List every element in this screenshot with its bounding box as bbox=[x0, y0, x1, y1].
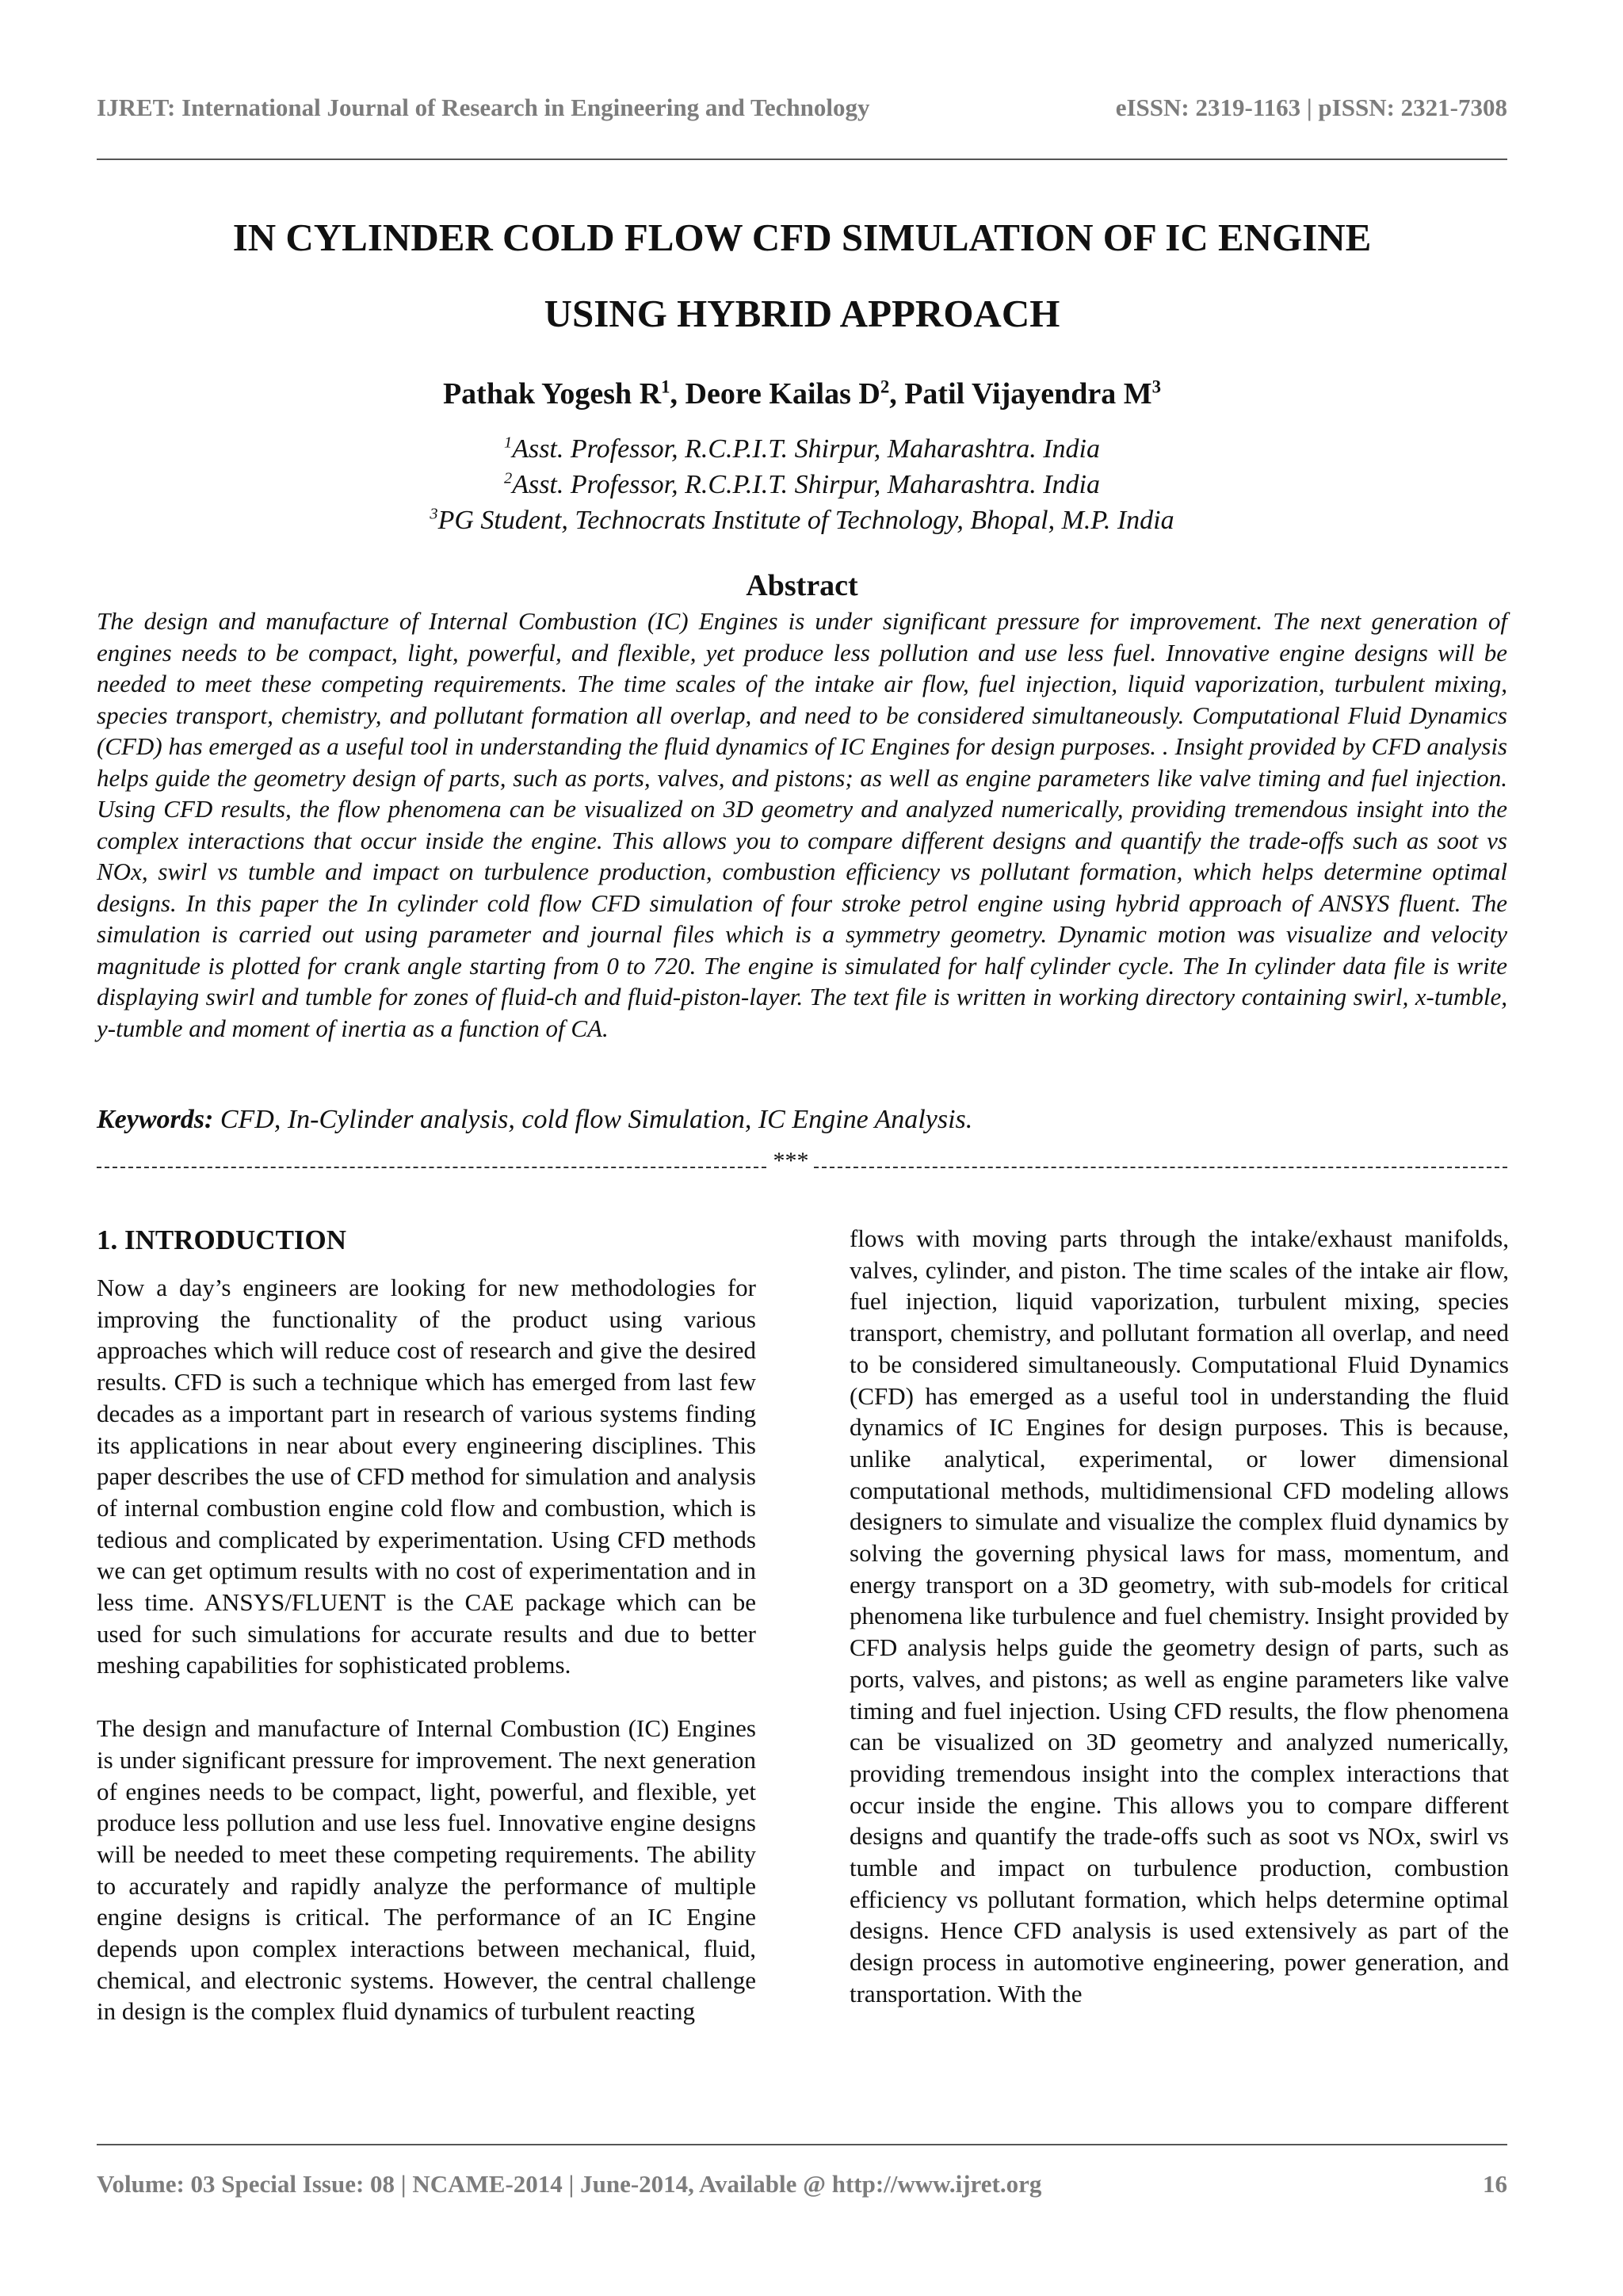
author-superscript: 1 bbox=[661, 376, 670, 397]
separator-mark: *** bbox=[773, 1148, 809, 1174]
affiliation-superscript: 2 bbox=[504, 469, 513, 487]
separator-dashes-left bbox=[97, 1167, 766, 1168]
affiliation bbox=[97, 502, 1507, 538]
author-superscript: 2 bbox=[880, 376, 890, 397]
right-column bbox=[850, 1223, 1509, 2010]
section-heading: 1. INTRODUCTION bbox=[97, 1224, 347, 1255]
header-rule bbox=[97, 159, 1507, 160]
author-separator: , bbox=[889, 377, 905, 411]
affiliation bbox=[97, 431, 1507, 467]
title-line-1: IN CYLINDER COLD FLOW CFD SIMULATION OF IC ENGINE bbox=[232, 216, 1372, 259]
paper-title bbox=[97, 200, 1507, 352]
keywords bbox=[97, 1105, 1507, 1135]
keywords-text: CFD, In-Cylinder analysis, cold flow Simulation, IC Engine Analysis. bbox=[213, 1105, 973, 1134]
affiliations bbox=[97, 431, 1507, 538]
author-superscript: 3 bbox=[1151, 376, 1162, 397]
author-name: Patil Vijayendra M bbox=[904, 377, 1152, 411]
paragraph: The design and manufacture of Internal Combustion (IC) Engines is under significant pressure for improvement. The next generation of engines needs to be compact, light, powerful, and flexible, yet produce less pollution and use less fuel. Innovative engine designs will be needed to meet these competing requirements. The ability to accurately and rapidly analyze the performance of multiple engine designs is critical. The performance of an IC Engine depends upon complex interactions between mechanical, fluid, chemical, and electronic systems. However, the central challenge in design is the complex fluid dynamics of turbulent reacting bbox=[97, 1714, 756, 2026]
separator-dashes-right bbox=[814, 1167, 1507, 1168]
affiliation bbox=[97, 467, 1507, 502]
paragraph: Now a day’s engineers are looking for new methodologies for improving the functionality of the product using various approaches which will reduce cost of research and give the desired results. CFD is such a technique which has emerged from last few decades as a important part in research of various systems finding its applications in near about every engineering disciplines. This paper describes the use of CFD method for simulation and analysis of internal combustion engine cold flow and combustion, which is tedious and complicated by experimentation. Using CFD methods we can get optimum results with no cost of experimentation and in less time. ANSYS/FLUENT is the CAE package which can be used for such simulations for accurate results and due to better meshing capabilities for sophisticated problems. bbox=[97, 1274, 756, 1679]
section-separator bbox=[97, 1148, 1507, 1179]
author-name: Deore Kailas D bbox=[685, 377, 880, 411]
paragraph: flows with moving parts through the intake/exhaust manifolds, valves, cylinder, and piston. The time scales of the intake air flow, fuel injection, liquid vaporization, turbulent mixing, species transport, chemistry, and pollutant formation all overlap, and need to be considered simultaneously. Computational Fluid Dynamics (CFD) has emerged as a useful tool in understanding the fluid dynamics of IC Engines for design purposes. This is because, unlike analytical, experimental, or lower dimensional computational methods, multidimensional CFD modeling allows designers to simulate and visualize the complex fluid dynamics by solving the governing physical laws for mass, momentum, and energy transport on a 3D geometry, with sub-models for critical phenomena like turbulence and fuel chemistry. Insight provided by CFD analysis helps guide the geometry design of parts, such as ports, valves, and pistons; as well as engine parameters like valve timing and fuel injection. Using CFD results, the flow phenomena can be visualized on 3D geometry and analyzed numerically, providing tremendous insight into the complex interactions that occur inside the engine. This allows you to compare different designs and quantify the trade-offs such as soot vs NOx, swirl vs tumble and impact on turbulence production, combustion efficiency vs pollutant formation, which helps determine optimal designs. Hence CFD analysis is used extensively as part of the design process in automotive engineering, power generation, and transportation. With the bbox=[850, 1224, 1509, 2008]
journal-name: IJRET: International Journal of Research in Engineering and Technology bbox=[97, 94, 870, 121]
footer-rule bbox=[97, 2144, 1507, 2145]
affiliation-text: Asst. Professor, R.C.P.I.T. Shirpur, Maharashtra. India bbox=[512, 470, 1100, 499]
page-number: 16 bbox=[1483, 2170, 1507, 2198]
abstract-text: The design and manufacture of Internal Combustion (IC) Engines is under significant pressure for improvement. The next generation of engines needs to be compact, light, powerful, and flexible, yet produce less pollution and use less fuel. Innovative engine designs will be needed to meet these competing requirements. The time scales of the intake air flow, fuel injection, liquid vaporization, turbulent mixing, species transport, chemistry, and pollutant formation all overlap, and need to be considered simultaneously. Computational Fluid Dynamics (CFD) has emerged as a useful tool in understanding the fluid dynamics of IC Engines for design purposes. . Insight provided by CFD analysis helps guide the geometry design of parts, such as ports, valves, and pistons; as well as engine parameters like valve timing and fuel injection. Using CFD results, the flow phenomena can be visualized on 3D geometry and analyzed numerically, providing tremendous insight into the complex interactions that occur inside the engine. This allows you to compare different designs and quantify the trade-offs such as soot vs NOx, swirl vs tumble and impact on turbulence production, combustion efficiency vs pollutant formation, which helps determine optimal designs. In this paper the In cylinder cold flow CFD simulation of four stroke petrol engine using hybrid approach of ANSYS fluent. The simulation is carried out using parameter and journal files which is a symmetry geometry. Dynamic motion was visualize and velocity magnitude is plotted for crank angle starting from 0 to 720. The engine is simulated for half cylinder cycle. The In cylinder data file is write displaying swirl and tumble for zones of fluid-ch and fluid-piston-layer. The text file is written in working directory containing swirl, x-tumble, y-tumble and moment of inertia as a function of CA. bbox=[97, 607, 1507, 1042]
left-column bbox=[97, 1224, 756, 2027]
affiliation-text: Asst. Professor, R.C.P.I.T. Shirpur, Maharashtra. India bbox=[512, 434, 1100, 464]
author-separator: , bbox=[670, 377, 685, 411]
footer-info: Volume: 03 Special Issue: 08 | NCAME-2014 | June-2014, Available @ http://www.ijret.org bbox=[97, 2170, 1042, 2198]
keywords-label: Keywords: bbox=[97, 1105, 214, 1134]
author-name: Pathak Yogesh R bbox=[442, 377, 662, 411]
affiliation-text: PG Student, Technocrats Institute of Technology, Bhopal, M.P. India bbox=[437, 506, 1174, 535]
author-list bbox=[97, 376, 1507, 411]
running-footer bbox=[97, 2170, 1507, 2199]
affiliation-superscript: 1 bbox=[504, 434, 513, 452]
affiliation-superscript: 3 bbox=[430, 505, 438, 523]
abstract-heading: Abstract bbox=[746, 569, 858, 602]
title-line-2: USING HYBRID APPROACH bbox=[544, 292, 1060, 335]
issn-info: eISSN: 2319-1163 | pISSN: 2321-7308 bbox=[1115, 94, 1507, 121]
